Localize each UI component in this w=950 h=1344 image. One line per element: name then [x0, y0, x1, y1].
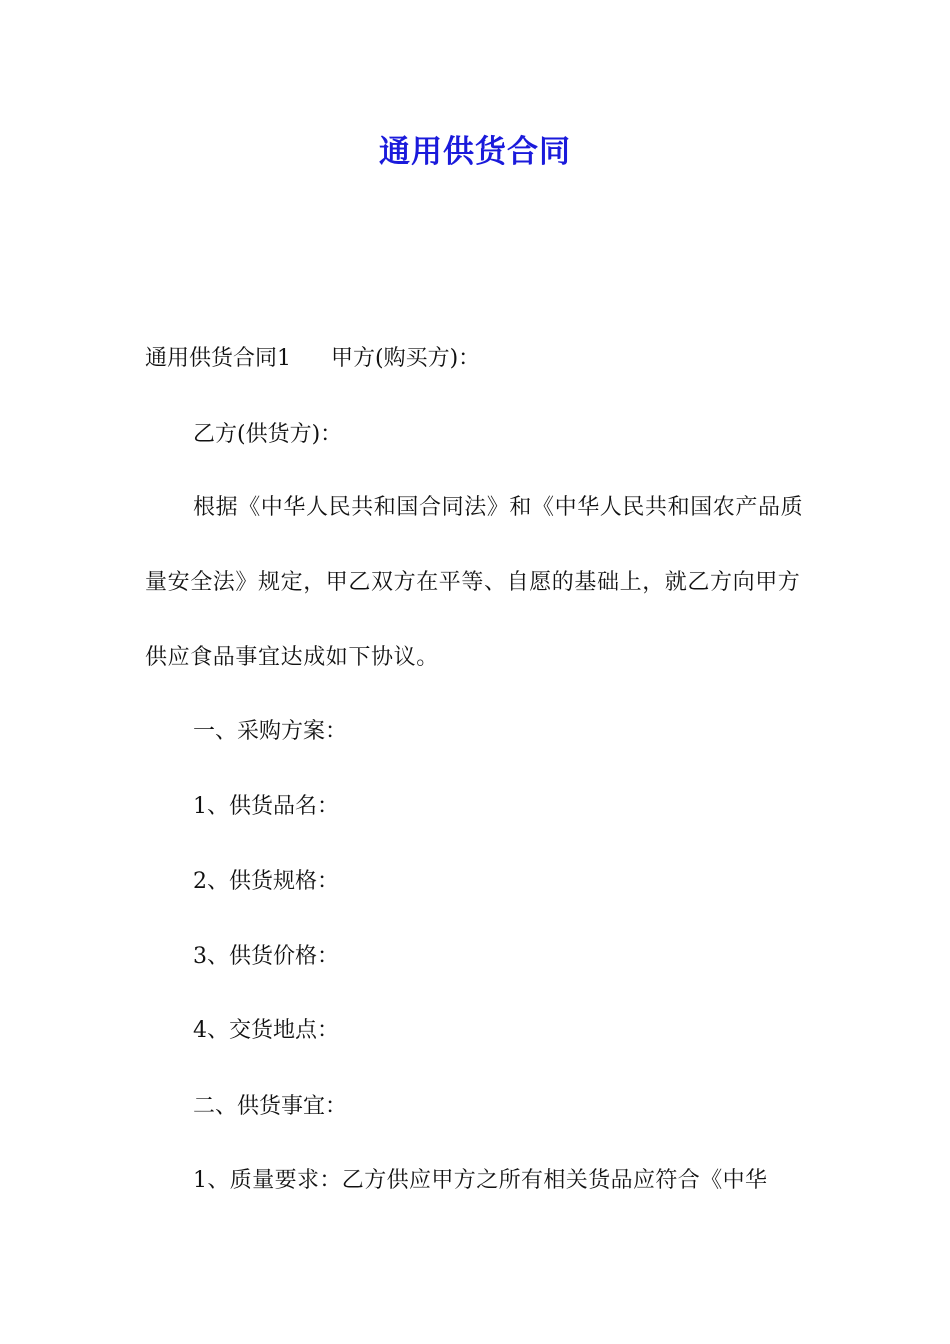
document-body — [145, 0, 810, 1344]
section-2-item: 1、质量要求：乙方供应甲方之所有相关货品应符合《中华 — [193, 1168, 768, 1193]
section-1-item: 2、供货规格： — [193, 869, 339, 894]
intro-line — [145, 344, 480, 374]
party-a-label: 甲方(购买方)： — [331, 346, 481, 371]
intro-heading: 通用供货合同1 — [145, 346, 291, 371]
section-1-item: 1、供货品名： — [193, 794, 339, 819]
section-2-heading: 二、供货事宜： — [193, 1094, 348, 1119]
preamble-paragraph: 根据《中华人民共和国合同法》和《中华人民共和国农产品质量安全法》规定，甲乙双方在平等、自愿的基础上，就乙方向甲方供应食品事宜达成如下协议。 — [145, 495, 804, 670]
party-b-label: 乙方(供货方)： — [193, 422, 343, 447]
section-1-item: 4、交货地点： — [193, 1018, 339, 1043]
section-1-heading: 一、采购方案： — [193, 719, 348, 744]
section-1-item: 3、供货价格： — [193, 944, 339, 969]
document-title: 通用供货合同 — [379, 134, 571, 170]
